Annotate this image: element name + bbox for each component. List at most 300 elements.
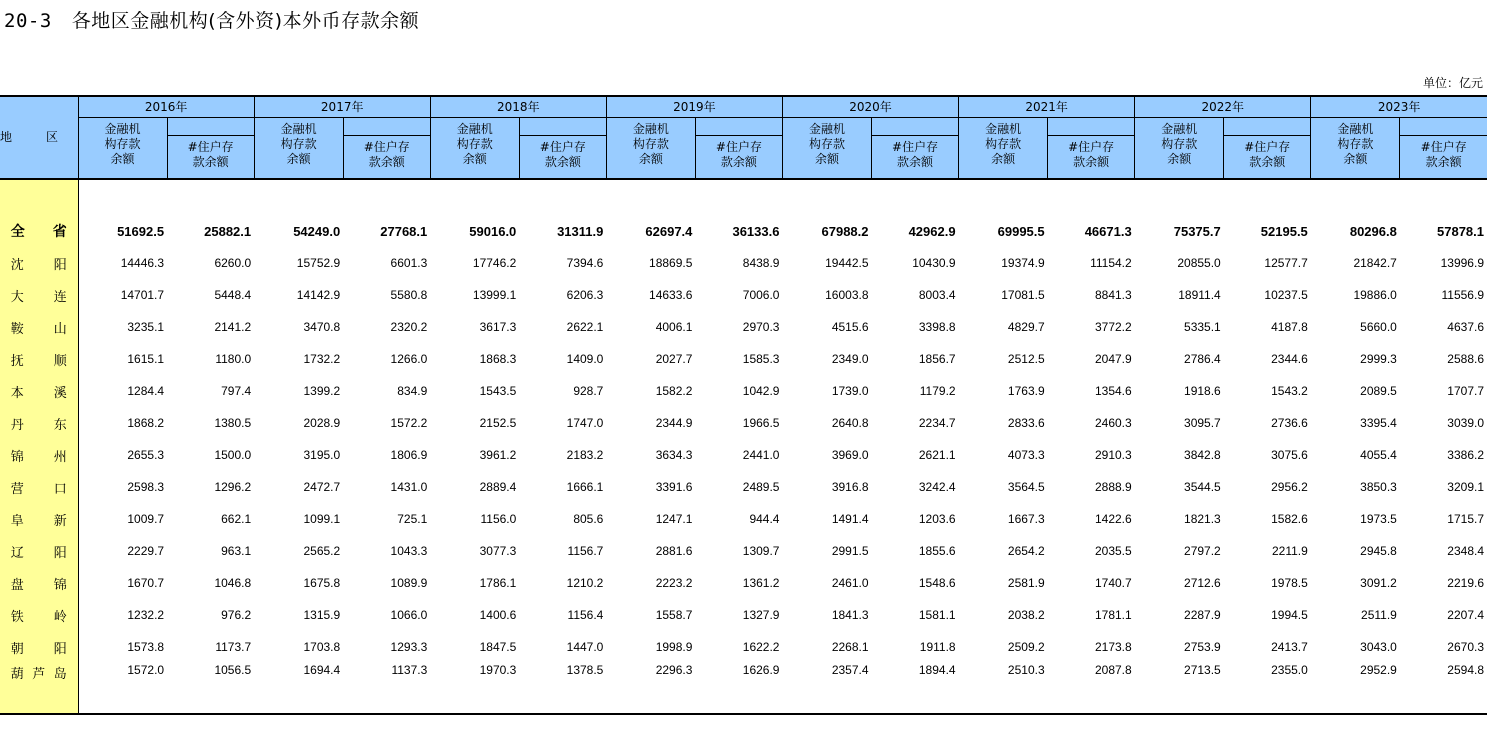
institution-deposit-cell: 1615.1 — [127, 352, 165, 366]
household-deposit-cell: 1309.7 — [742, 544, 780, 558]
household-deposit-cell: 10237.5 — [1264, 288, 1308, 302]
household-deposit-cell: 3209.1 — [1447, 480, 1484, 494]
institution-deposit-cell: 2712.6 — [1184, 576, 1221, 590]
household-deposit-cell: 10430.9 — [912, 256, 956, 270]
institution-deposit-cell: 1847.5 — [479, 640, 517, 654]
household-deposit-cell: 8438.9 — [742, 256, 780, 270]
household-deposit-cell: 1046.8 — [214, 576, 252, 590]
household-deposit-cell: 834.9 — [397, 384, 428, 398]
institution-deposit-cell: 1973.5 — [1360, 512, 1397, 526]
region-cell — [0, 343, 78, 375]
institution-deposit-cell: 13999.1 — [472, 288, 517, 302]
institution-deposit-cell: 2287.9 — [1184, 608, 1221, 622]
table-title: 各地区金融机构(含外资)本外币存款余额 — [71, 10, 420, 32]
institution-deposit-cell: 2640.8 — [831, 416, 869, 430]
institution-deposit-cell: 2296.3 — [606, 663, 695, 714]
household-deposit-cell: 2594.8 — [1400, 663, 1487, 714]
household-deposit-cell: 1380.5 — [214, 416, 252, 430]
household-deposit-cell: 1361.2 — [742, 576, 780, 590]
institution-deposit-cell: 1582.2 — [655, 384, 693, 398]
institution-deposit-cell: 3077.3 — [479, 544, 517, 558]
household-deposit-cell: 6260.0 — [214, 256, 252, 270]
institution-deposit-cell: 1841.3 — [831, 608, 869, 622]
table-row — [0, 567, 1487, 599]
household-deposit-cell: 1856.7 — [918, 352, 956, 366]
household-deposit-cell: 27768.1 — [380, 223, 428, 239]
institution-deposit-cell: 2472.7 — [303, 480, 341, 494]
region-name: 抚顺 — [10, 353, 67, 369]
household-deposit-cell: 2441.0 — [742, 448, 780, 462]
region-name: 辽阳 — [10, 545, 67, 561]
institution-deposit-cell: 2952.9 — [1311, 663, 1400, 714]
institution-deposit-cell: 2027.7 — [655, 352, 693, 366]
institution-deposit-header: 金融机 构存款 余额 — [606, 118, 695, 180]
table-row — [0, 631, 1487, 663]
region-name: 朝阳 — [10, 641, 67, 657]
household-deposit-cell: 1378.5 — [519, 663, 606, 714]
table-row — [0, 343, 1487, 375]
institution-deposit-cell: 3091.2 — [1360, 576, 1397, 590]
table-number: 20-3 — [4, 10, 52, 32]
household-deposit-cell: 3075.6 — [1271, 448, 1308, 462]
institution-deposit-cell: 5660.0 — [1360, 320, 1397, 334]
household-deposit-cell: 31311.9 — [557, 223, 604, 239]
institution-deposit-cell: 15752.9 — [296, 256, 341, 270]
household-deposit-cell: 976.2 — [221, 608, 252, 622]
household-deposit-cell: 1179.2 — [919, 384, 956, 398]
region-cell — [0, 407, 78, 439]
region-header-label: 地 区 — [0, 130, 58, 144]
institution-deposit-cell: 1786.1 — [479, 576, 517, 590]
institution-deposit-cell: 3043.0 — [1360, 640, 1397, 654]
institution-deposit-cell: 2889.4 — [479, 480, 517, 494]
unit-label: 单位：亿元 — [1422, 76, 1483, 90]
household-deposit-cell: 1180.0 — [215, 352, 252, 366]
year-header: 2017年 — [254, 96, 430, 118]
household-deposit-cell: 6206.3 — [566, 288, 604, 302]
institution-deposit-cell: 1247.1 — [655, 512, 693, 526]
institution-deposit-cell: 1099.1 — [303, 512, 341, 526]
household-deposit-cell: 1548.6 — [918, 576, 956, 590]
household-deposit-cell: 1740.7 — [1094, 576, 1132, 590]
household-deposit-cell: 2035.5 — [1094, 544, 1132, 558]
household-deposit-cell: 2219.6 — [1447, 576, 1484, 590]
table-row — [0, 247, 1487, 279]
institution-deposit-cell: 21842.7 — [1353, 256, 1397, 270]
institution-deposit-cell: 2786.4 — [1184, 352, 1221, 366]
year-header: 2023年 — [1311, 96, 1487, 118]
spacer-row — [0, 179, 1487, 215]
institution-deposit-cell: 69995.5 — [997, 223, 1045, 239]
institution-deposit-cell: 2945.8 — [1360, 544, 1397, 558]
household-deposit-cell: 52195.5 — [1260, 223, 1308, 239]
region-cell — [0, 247, 78, 279]
household-deposit-cell: 2320.2 — [390, 320, 428, 334]
household-deposit-cell: 1409.0 — [566, 352, 604, 366]
institution-deposit-cell: 1732.2 — [303, 352, 341, 366]
household-deposit-cell: 1431.0 — [390, 480, 428, 494]
table-row — [0, 407, 1487, 439]
household-deposit-cell: 797.4 — [221, 384, 252, 398]
institution-deposit-cell: 2753.9 — [1184, 640, 1221, 654]
region-cell — [0, 279, 78, 311]
institution-deposit-cell: 2581.9 — [1007, 576, 1045, 590]
region-cell — [0, 535, 78, 567]
region-cell — [0, 631, 78, 663]
institution-deposit-cell: 3470.8 — [303, 320, 341, 334]
institution-deposit-header: 金融机 构存款 余额 — [959, 118, 1048, 180]
institution-deposit-cell: 3095.7 — [1184, 416, 1221, 430]
institution-deposit-header: 金融机 构存款 余额 — [782, 118, 871, 180]
institution-deposit-cell: 2349.0 — [831, 352, 869, 366]
household-deposit-cell: 2588.6 — [1447, 352, 1484, 366]
institution-deposit-cell: 3195.0 — [303, 448, 341, 462]
institution-deposit-cell: 3617.3 — [479, 320, 517, 334]
household-deposit-cell: 4187.8 — [1271, 320, 1308, 334]
institution-deposit-cell: 3842.8 — [1184, 448, 1221, 462]
institution-deposit-cell: 19442.5 — [825, 256, 869, 270]
household-deposit-header: #住户存 款余额 — [1048, 118, 1135, 180]
institution-deposit-cell: 1491.4 — [831, 512, 869, 526]
institution-deposit-cell: 2654.2 — [1007, 544, 1045, 558]
institution-deposit-cell: 3235.1 — [127, 320, 165, 334]
household-deposit-cell: 2736.6 — [1271, 416, 1308, 430]
household-deposit-cell: 1056.5 — [167, 663, 254, 714]
institution-deposit-cell: 1558.7 — [655, 608, 693, 622]
household-deposit-cell: 12577.7 — [1264, 256, 1308, 270]
institution-deposit-cell: 1739.0 — [831, 384, 869, 398]
institution-deposit-cell: 4006.1 — [655, 320, 693, 334]
institution-deposit-cell: 18911.4 — [1178, 288, 1221, 302]
institution-deposit-cell: 1156.0 — [480, 512, 517, 526]
institution-deposit-cell: 1821.3 — [1184, 512, 1221, 526]
institution-deposit-cell: 2511.9 — [1361, 608, 1397, 622]
institution-deposit-cell: 2089.5 — [1360, 384, 1397, 398]
institution-deposit-cell: 2510.3 — [959, 663, 1048, 714]
household-deposit-cell: 1137.3 — [343, 663, 430, 714]
table-row — [0, 279, 1487, 311]
institution-deposit-header: 金融机 构存款 余额 — [78, 118, 167, 180]
institution-deposit-cell: 14446.3 — [120, 256, 165, 270]
table-row — [0, 663, 1487, 714]
institution-deposit-cell: 2229.7 — [127, 544, 165, 558]
household-deposit-cell: 1447.0 — [566, 640, 604, 654]
institution-deposit-cell: 1667.3 — [1007, 512, 1045, 526]
year-header: 2016年 — [78, 96, 254, 118]
year-header: 2019年 — [606, 96, 782, 118]
household-deposit-cell: 8841.3 — [1094, 288, 1132, 302]
region-name: 阜新 — [10, 513, 67, 529]
institution-deposit-cell: 51692.5 — [117, 223, 165, 239]
household-deposit-cell: 2211.9 — [1271, 544, 1308, 558]
institution-deposit-cell: 19374.9 — [1001, 256, 1045, 270]
institution-deposit-cell: 20855.0 — [1177, 256, 1221, 270]
household-deposit-cell: 1066.0 — [390, 608, 428, 622]
household-deposit-cell: 11154.2 — [1090, 256, 1132, 270]
household-deposit-header: #住户存 款余额 — [519, 118, 606, 180]
household-deposit-cell: 2910.3 — [1094, 448, 1132, 462]
region-cell — [0, 439, 78, 471]
institution-deposit-cell: 1400.6 — [479, 608, 517, 622]
institution-deposit-cell: 3544.5 — [1184, 480, 1221, 494]
household-deposit-cell: 1043.3 — [390, 544, 428, 558]
household-deposit-cell: 42962.9 — [908, 223, 956, 239]
institution-deposit-cell: 17081.5 — [1001, 288, 1045, 302]
household-deposit-cell: 3398.8 — [918, 320, 956, 334]
region-column-header — [0, 96, 78, 179]
institution-deposit-cell: 2999.3 — [1360, 352, 1397, 366]
household-deposit-cell: 1266.0 — [390, 352, 428, 366]
page-title — [4, 6, 419, 33]
household-deposit-cell: 1089.9 — [390, 576, 428, 590]
household-deposit-cell: 1203.6 — [918, 512, 956, 526]
household-deposit-header: #住户存 款余额 — [167, 118, 254, 180]
institution-deposit-cell: 1694.4 — [254, 663, 343, 714]
household-deposit-cell: 1572.2 — [390, 416, 428, 430]
household-deposit-cell: 2622.1 — [566, 320, 604, 334]
household-deposit-cell: 2207.4 — [1447, 608, 1484, 622]
region-name: 本溪 — [10, 385, 67, 401]
institution-deposit-header: 金融机 构存款 余额 — [1311, 118, 1400, 180]
household-deposit-cell: 1666.1 — [566, 480, 604, 494]
institution-deposit-cell: 2598.3 — [127, 480, 165, 494]
table-row — [0, 503, 1487, 535]
institution-deposit-cell: 5335.1 — [1184, 320, 1221, 334]
household-deposit-cell: 963.1 — [221, 544, 252, 558]
household-deposit-cell: 1994.5 — [1271, 608, 1308, 622]
household-deposit-cell: 1894.4 — [872, 663, 959, 714]
region-cell — [0, 375, 78, 407]
household-deposit-cell: 7006.0 — [742, 288, 780, 302]
household-deposit-cell: 1715.7 — [1447, 512, 1484, 526]
year-header: 2021年 — [959, 96, 1135, 118]
household-deposit-cell: 4637.6 — [1447, 320, 1484, 334]
institution-deposit-cell: 3634.3 — [655, 448, 693, 462]
household-deposit-cell: 1622.2 — [742, 640, 780, 654]
institution-deposit-cell: 4515.6 — [831, 320, 869, 334]
institution-deposit-header: 金融机 构存款 余额 — [254, 118, 343, 180]
institution-deposit-cell: 1284.4 — [127, 384, 165, 398]
institution-deposit-cell: 2991.5 — [831, 544, 869, 558]
household-deposit-cell: 8003.4 — [918, 288, 956, 302]
institution-deposit-cell: 59016.0 — [469, 223, 517, 239]
household-deposit-cell: 1422.6 — [1094, 512, 1132, 526]
household-deposit-header: #住户存 款余额 — [1224, 118, 1311, 180]
institution-deposit-cell: 2038.2 — [1007, 608, 1045, 622]
household-deposit-cell: 1156.7 — [567, 544, 604, 558]
household-deposit-cell: 1354.6 — [1094, 384, 1132, 398]
institution-deposit-header: 金融机 构存款 余额 — [430, 118, 519, 180]
institution-deposit-cell: 2509.2 — [1007, 640, 1045, 654]
household-deposit-cell: 1327.9 — [742, 608, 780, 622]
household-deposit-cell: 1042.9 — [742, 384, 780, 398]
table-row — [0, 311, 1487, 343]
table-row — [0, 375, 1487, 407]
institution-deposit-cell: 17746.2 — [472, 256, 517, 270]
household-deposit-cell: 2970.3 — [742, 320, 780, 334]
household-deposit-cell: 2348.4 — [1447, 544, 1484, 558]
table-row — [0, 439, 1487, 471]
household-deposit-cell: 1806.9 — [390, 448, 428, 462]
year-header: 2022年 — [1135, 96, 1311, 118]
household-deposit-cell: 1582.6 — [1271, 512, 1308, 526]
table-row — [0, 535, 1487, 567]
household-deposit-cell: 1781.1 — [1094, 608, 1132, 622]
household-deposit-cell: 1626.9 — [695, 663, 782, 714]
household-deposit-cell: 5580.8 — [390, 288, 428, 302]
household-deposit-cell: 1156.4 — [567, 608, 604, 622]
institution-deposit-cell: 1399.2 — [303, 384, 341, 398]
household-deposit-cell: 1543.2 — [1271, 384, 1308, 398]
household-deposit-cell: 1707.7 — [1447, 384, 1484, 398]
household-deposit-cell: 5448.4 — [214, 288, 252, 302]
household-deposit-cell: 1210.2 — [566, 576, 604, 590]
deposit-table — [0, 95, 1487, 715]
table-body — [0, 179, 1487, 714]
household-deposit-cell: 25882.1 — [204, 223, 252, 239]
region-name: 大连 — [10, 289, 67, 305]
household-deposit-cell: 2183.2 — [566, 448, 604, 462]
household-deposit-header: #住户存 款余额 — [695, 118, 782, 180]
region-name: 铁岭 — [10, 609, 67, 625]
household-deposit-cell: 1585.3 — [742, 352, 780, 366]
institution-deposit-cell: 2357.4 — [782, 663, 871, 714]
institution-deposit-cell: 3961.2 — [479, 448, 517, 462]
institution-deposit-cell: 3969.0 — [831, 448, 869, 462]
institution-deposit-cell: 4829.7 — [1007, 320, 1045, 334]
region-name: 丹东 — [10, 417, 67, 433]
household-deposit-cell: 1173.7 — [215, 640, 252, 654]
institution-deposit-cell: 1970.3 — [430, 663, 519, 714]
region-name: 盘锦 — [10, 577, 67, 593]
household-deposit-cell: 725.1 — [397, 512, 428, 526]
institution-deposit-cell: 1703.8 — [303, 640, 341, 654]
household-deposit-cell: 1581.1 — [918, 608, 956, 622]
household-deposit-cell: 6601.3 — [390, 256, 428, 270]
institution-deposit-cell: 1543.5 — [479, 384, 517, 398]
region-cell — [0, 311, 78, 343]
household-deposit-header: #住户存 款余额 — [872, 118, 959, 180]
household-deposit-cell: 1747.0 — [566, 416, 604, 430]
household-deposit-cell: 2460.3 — [1094, 416, 1132, 430]
region-cell — [0, 215, 78, 247]
household-deposit-cell: 662.1 — [221, 512, 252, 526]
institution-deposit-cell: 2655.3 — [127, 448, 165, 462]
institution-deposit-cell: 1009.7 — [127, 512, 165, 526]
region-cell — [0, 599, 78, 631]
institution-deposit-cell: 16003.8 — [825, 288, 869, 302]
institution-deposit-cell: 1315.9 — [303, 608, 341, 622]
institution-deposit-cell: 14142.9 — [296, 288, 341, 302]
region-name: 营口 — [10, 481, 67, 497]
institution-deposit-cell: 14701.7 — [120, 288, 165, 302]
institution-deposit-cell: 19886.0 — [1353, 288, 1397, 302]
household-deposit-header: #住户存 款余额 — [343, 118, 430, 180]
institution-deposit-cell: 2881.6 — [655, 544, 693, 558]
institution-deposit-cell: 4055.4 — [1360, 448, 1397, 462]
household-deposit-cell: 2344.6 — [1271, 352, 1308, 366]
household-deposit-cell: 805.6 — [573, 512, 604, 526]
institution-deposit-cell: 1918.6 — [1184, 384, 1221, 398]
region-name: 鞍山 — [10, 321, 67, 337]
household-deposit-cell: 2413.7 — [1271, 640, 1308, 654]
institution-deposit-cell: 54249.0 — [293, 223, 341, 239]
household-deposit-cell: 2888.9 — [1094, 480, 1132, 494]
region-name: 全省 — [10, 224, 67, 240]
institution-deposit-cell: 4073.3 — [1007, 448, 1045, 462]
institution-deposit-cell: 2344.9 — [655, 416, 693, 430]
institution-deposit-cell: 1232.2 — [127, 608, 165, 622]
table-row — [0, 599, 1487, 631]
household-deposit-cell: 2956.2 — [1271, 480, 1308, 494]
household-deposit-cell: 2355.0 — [1224, 663, 1311, 714]
household-deposit-cell: 3242.4 — [918, 480, 956, 494]
household-deposit-cell: 1966.5 — [742, 416, 780, 430]
total-row — [0, 215, 1487, 247]
institution-deposit-cell: 2565.2 — [303, 544, 341, 558]
table-row — [0, 471, 1487, 503]
household-deposit-cell: 1911.8 — [919, 640, 956, 654]
region-cell — [0, 471, 78, 503]
institution-deposit-cell: 3850.3 — [1360, 480, 1397, 494]
household-deposit-cell: 2670.3 — [1447, 640, 1484, 654]
household-deposit-cell: 1978.5 — [1271, 576, 1308, 590]
household-deposit-cell: 2621.1 — [918, 448, 956, 462]
household-deposit-cell: 13996.9 — [1440, 256, 1484, 270]
institution-deposit-cell: 2797.2 — [1184, 544, 1221, 558]
region-cell — [0, 567, 78, 599]
institution-deposit-cell: 2028.9 — [303, 416, 341, 430]
institution-deposit-cell: 1868.2 — [127, 416, 165, 430]
household-deposit-cell: 944.4 — [749, 512, 780, 526]
institution-deposit-cell: 2461.0 — [831, 576, 869, 590]
institution-deposit-cell: 2713.5 — [1135, 663, 1224, 714]
household-deposit-cell: 2489.5 — [742, 480, 780, 494]
household-deposit-cell: 57878.1 — [1437, 223, 1484, 239]
institution-deposit-cell: 1572.0 — [78, 663, 167, 714]
table-header — [0, 96, 1487, 179]
institution-deposit-cell: 2833.6 — [1007, 416, 1045, 430]
institution-deposit-header: 金融机 构存款 余额 — [1135, 118, 1224, 180]
institution-deposit-cell: 75375.7 — [1173, 223, 1221, 239]
household-deposit-cell: 928.7 — [573, 384, 604, 398]
region-cell — [0, 503, 78, 535]
year-header: 2020年 — [782, 96, 958, 118]
household-deposit-cell: 1293.3 — [390, 640, 428, 654]
institution-deposit-cell: 2223.2 — [655, 576, 693, 590]
household-deposit-cell: 2087.8 — [1048, 663, 1135, 714]
institution-deposit-cell: 18869.5 — [649, 256, 693, 270]
institution-deposit-cell: 3916.8 — [831, 480, 869, 494]
household-deposit-cell: 2234.7 — [918, 416, 956, 430]
household-deposit-cell: 3039.0 — [1447, 416, 1484, 430]
institution-deposit-cell: 1868.3 — [479, 352, 517, 366]
institution-deposit-cell: 1675.8 — [303, 576, 341, 590]
institution-deposit-cell: 2512.5 — [1007, 352, 1045, 366]
institution-deposit-cell: 1998.9 — [655, 640, 693, 654]
household-deposit-cell: 11556.9 — [1441, 288, 1484, 302]
year-header: 2018年 — [430, 96, 606, 118]
household-deposit-cell: 2141.2 — [214, 320, 252, 334]
institution-deposit-cell: 2268.1 — [831, 640, 869, 654]
institution-deposit-cell: 3564.5 — [1007, 480, 1045, 494]
institution-deposit-cell: 67988.2 — [821, 223, 869, 239]
household-deposit-cell: 1500.0 — [214, 448, 252, 462]
region-name: 锦州 — [10, 449, 67, 465]
institution-deposit-cell: 3395.4 — [1360, 416, 1397, 430]
household-deposit-cell: 7394.6 — [566, 256, 604, 270]
institution-deposit-cell: 3391.6 — [655, 480, 693, 494]
